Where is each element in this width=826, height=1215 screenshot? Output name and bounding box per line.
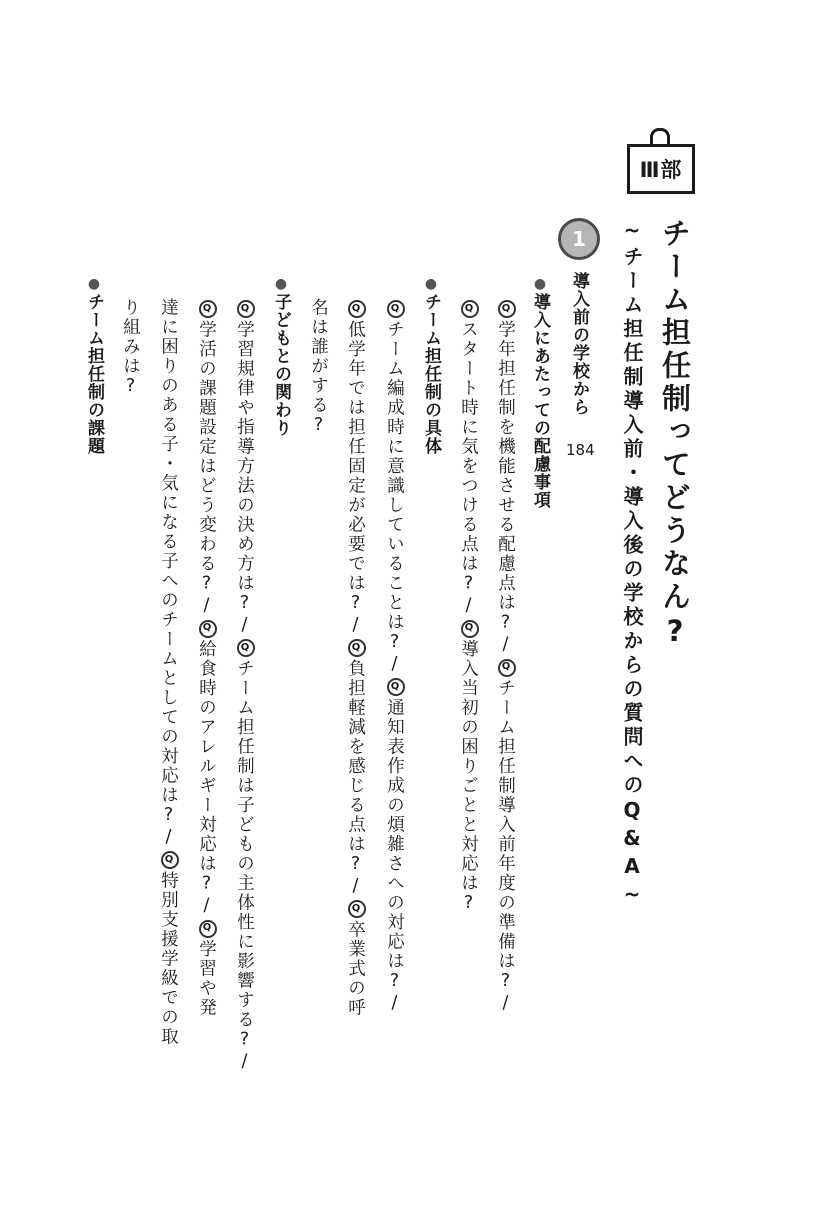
question-text: 学年担任制を機能させる配慮点は?/ [495, 320, 516, 657]
question-line [235, 298, 255, 1074]
page-subtitle: ~チーム担任制導入前・導入後の学校からの質問へのQ&A~ [620, 218, 644, 910]
question-text: 学習規律や指導方法の決め方は?/ [234, 320, 255, 637]
question-text: スタート時に気をつける点は?/ [458, 320, 479, 618]
q-icon: Q [348, 639, 366, 657]
q-icon: Q [348, 900, 366, 918]
q-icon: Q [199, 300, 217, 318]
section-title: チーム担任制の具体 [421, 293, 441, 455]
question-text: チーム担任制は子どもの主体性に影響する?/ [234, 659, 255, 1074]
bullet-icon: ● [532, 276, 548, 293]
question-text: 通知表作成の煩雑さへの対応は?/ [384, 698, 405, 1015]
question-line [346, 298, 366, 1018]
q-icon: Q [387, 678, 405, 696]
q-icon: Q [199, 920, 217, 938]
section-heading-2 [422, 276, 439, 455]
question-line [459, 298, 479, 915]
page-title: チーム担任制ってどうなん? [658, 218, 692, 652]
bullet-icon: ● [273, 276, 289, 293]
question-text: チーム担任制導入前年度の準備は?/ [495, 678, 516, 1015]
section-heading-1 [531, 276, 548, 509]
question-text: 低学年では担任固定が必要では?/ [345, 320, 366, 637]
q-icon: Q [498, 300, 516, 318]
section-title: チーム担任制の課題 [84, 293, 104, 455]
question-line [385, 298, 405, 1015]
question-line [496, 298, 516, 1015]
question-line [159, 298, 179, 1047]
q-icon: Q [461, 620, 479, 638]
q-icon: Q [199, 620, 217, 638]
section-title: 子どもとの関わり [271, 293, 291, 437]
chapter-heading: 導入前の学校から [569, 272, 589, 416]
question-text: 学習や発 [196, 939, 217, 1018]
q-icon: Q [237, 300, 255, 318]
question-text: 導入当初の困りごとと対応は? [458, 639, 479, 915]
question-text: 負担軽減を感じる点は?/ [345, 659, 366, 898]
chapter-page-number: 184 [566, 441, 595, 459]
question-line [121, 298, 139, 398]
question-text: 学活の課題設定はどう変わる?/ [196, 320, 217, 618]
section-title: 導入にあたっての配慮事項 [530, 293, 550, 509]
chapter-number: 1 [572, 227, 586, 251]
question-text: り組みは? [120, 298, 141, 398]
section-heading-4 [85, 276, 102, 455]
bullet-icon: ● [423, 276, 439, 293]
question-text: 給食時のアレルギー対応は?/ [196, 639, 217, 918]
q-icon: Q [237, 639, 255, 657]
q-icon: Q [387, 300, 405, 318]
q-icon: Q [498, 659, 516, 677]
question-text: 達に困りのある子・気になる子へのチームとしての対応は?/ [158, 298, 179, 849]
question-line [197, 298, 217, 1018]
section-heading-3 [272, 276, 289, 437]
question-text: チーム編成時に意識していることは?/ [384, 320, 405, 676]
q-icon: Q [461, 300, 479, 318]
part-label: Ⅲ部 [639, 158, 683, 182]
chapter-number-badge [558, 218, 600, 260]
q-icon: Q [161, 851, 179, 869]
question-text: 名は誰がする? [308, 298, 329, 437]
question-line [309, 298, 327, 437]
bullet-icon: ● [86, 276, 102, 293]
question-text: 特別支援学級での取 [158, 871, 179, 1047]
q-icon: Q [348, 300, 366, 318]
question-text: 卒業式の呼 [345, 920, 366, 1018]
part-badge [627, 144, 695, 194]
